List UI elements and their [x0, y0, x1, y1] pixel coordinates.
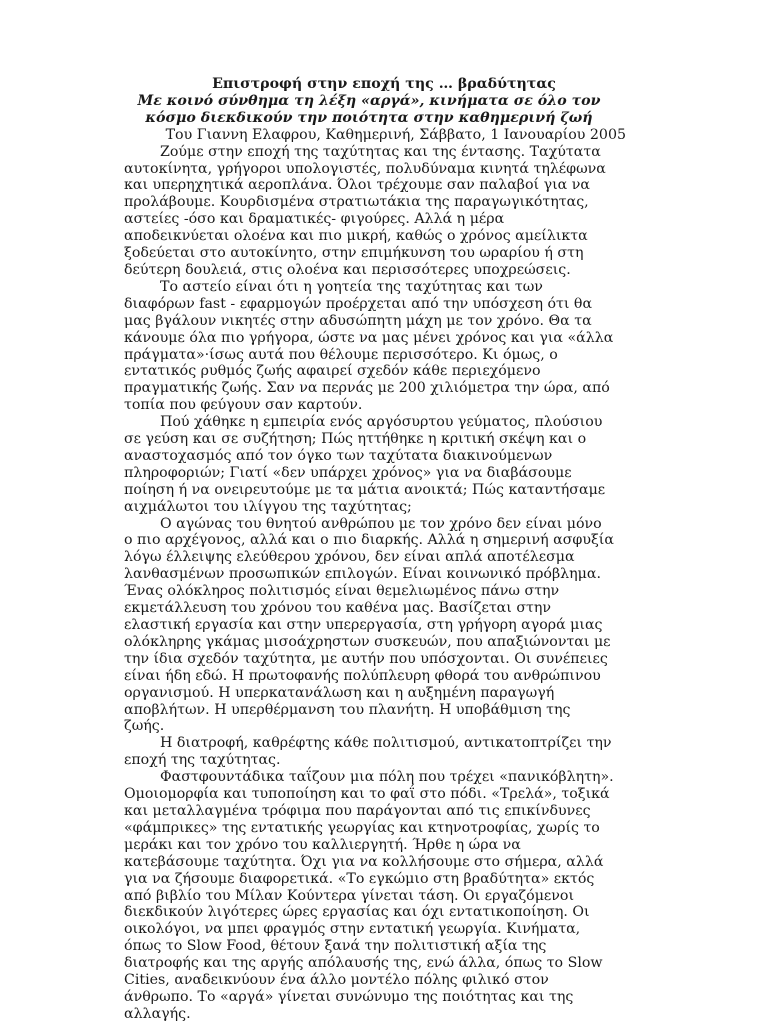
article-byline: Του Γιαννη Ελαφρου, Καθημερινή, Σάββατο, 1 Ιανουαρίου 2005	[165, 126, 626, 143]
article-paragraph: Ο αγώνας του θνητού ανθρώπου με τον χρόνο δεν είναι μόνο ο πιο αρχέγονος, αλλά και ο πιο διαρκής. Αλλά η σημερινή ασφυξία λόγω έλλειψης ελεύθερου χρόνου, δεν είναι απλά αποτέλεσμα λανθασμένων προσωπικών επιλογών. Είναι κοινωνικό πρόβλημα. Ένας ολόκληρος πολιτισμός είναι θεμελιωμένος πάνω στην εκμετάλλευση του χρόνου του καθένα μας. Βασίζεται στην ελαστική εργασία και στην υπερεργασία, στη γρήγορη αγορά μιας ολόκληρης γκάμας μισοάχρηστων συσκευών, που απαξιώνονται με την ίδια σχεδόν ταχύτητα, με αυτήν που υπόσχονται. Οι συνέπειες είναι ήδη εδώ. Η πρωτοφανής πολύπλευρη φθορά του ανθρώπινου οργανισμού. Η υπερκατανάλωση και η αυξημένη παραγωγή αποβλήτων. Η υπερθέρμανση του πλανήτη. Η υποβάθμιση της ζωής.	[124, 515, 614, 735]
article-paragraph: Το αστείο είναι ότι η γοητεία της ταχύτητας και των διαφόρων fast - εφαρμογών προέρχεται από την υπόσχεση ότι θα μας βγάλουν νικητές στην αδυσώπητη μάχη με τον χρόνο. Θα τα κάνουμε όλα πιο γρήγορα, ώστε να μας μένει χρόνος και για «άλλα πράγματα»·ίσως αυτά που θέλουμε περισσότερο. Κι όμως, ο εντατικός ρυθμός ζωής αφαιρεί σχεδόν κάθε περιεχόμενο πραγματικής ζωής. Σαν να περνάς με 200 χιλιόμετρα την ώρα, από τοπία που φεύγουν σαν καρτούν.	[124, 278, 614, 414]
article-page	[124, 76, 626, 1023]
article-subtitle: Με κοινό σύνθημα τη λέξη «αργά», κινήματα σε όλο τον κόσμο διεκδικούν την ποιότητα στην καθημερινή ζωή	[137, 92, 601, 126]
article-paragraph: Φαστφουντάδικα ταΐζουν μια πόλη που τρέχει «πανικόβλητη». Ομοιομορφία και τυποποίηση και το φαΐ στο πόδι. «Τρελά», τοξικά και μεταλλαγμένα τρόφιμα που παράγονται από τις επικίνδυνες «φάμπρικες» της εντατικής γεωργίας και κτηνοτροφίας, χωρίς το μεράκι και τον χρόνο του καλλιεργητή. Ήρθε η ώρα να κατεβάσουμε ταχύτητα. Όχι για να κολλήσουμε στο σήμερα, αλλά για να ζήσουμε διαφορετικά. «Το εγκώμιο στη βραδύτητα» εκτός από βιβλίο του Μίλαν Κούντερα γίνεται τάση. Οι εργαζόμενοι διεκδικούν λιγότερες ώρες εργασίας και όχι εντατικοποίηση. Οι οικολόγοι, να μπει φραγμός στην εντατική γεωργία. Κινήματα, όπως το Slow Food, θέτουν ξανά την πολιτιστική αξία της διατροφής και της αργής απόλαυσής της, ενώ άλλα, όπως το Slow Cities, αναδεικνύουν ένα άλλο μοντέλο πόλης φιλικό στον άνθρωπο. Το «αργά» γίνεται συνώνυμο της ποιότητας και της αλλαγής.	[124, 769, 614, 1022]
article-paragraph: Πού χάθηκε η εμπειρία ενός αργόσυρτου γεύματος, πλούσιου σε γεύση και σε συζήτηση; Πώς ηττήθηκε η κριτική σκέψη και ο αναστοχασμός από τον όγκο των ταχύτατα διακινούμενων πληροφοριών; Γιατί «δεν υπάρχει χρόνος» για να διαβάσουμε ποίηση ή να ονειρευτούμε με τα μάτια ανοικτά; Πώς καταντήσαμε αιχμάλωτοι του ιλίγγου της ταχύτητας;	[124, 414, 606, 515]
article-paragraph: Η διατροφή, καθρέφτης κάθε πολιτισμού, αντικατοπτρίζει την εποχή της ταχύτητας.	[124, 735, 612, 769]
article-paragraph: Ζούμε στην εποχή της ταχύτητας και της έντασης. Ταχύτατα αυτοκίνητα, γρήγοροι υπολογιστές, πολυδύναμα κινητά τηλέφωνα και υπερηχητικά αεροπλάνα. Όλοι τρέχουμε σαν παλαβοί για να προλάβουμε. Κουρδισμένα στρατιωτάκια της παραγωγικότητας, αστείες -όσο και δραματικές- φιγούρες. Αλλά η μέρα αποδεικνύεται ολοένα και πιο μικρή, καθώς ο χρόνος αμείλικτα ξοδεύεται στο αυτοκίνητο, στην επιμήκυνση του ωραρίου ή στη δεύτερη δουλειά, στις ολοένα και περισσότερες υποχρεώσεις.	[124, 143, 606, 278]
article-title: Επιστροφή στην εποχή της … βραδύτητας	[212, 76, 556, 92]
